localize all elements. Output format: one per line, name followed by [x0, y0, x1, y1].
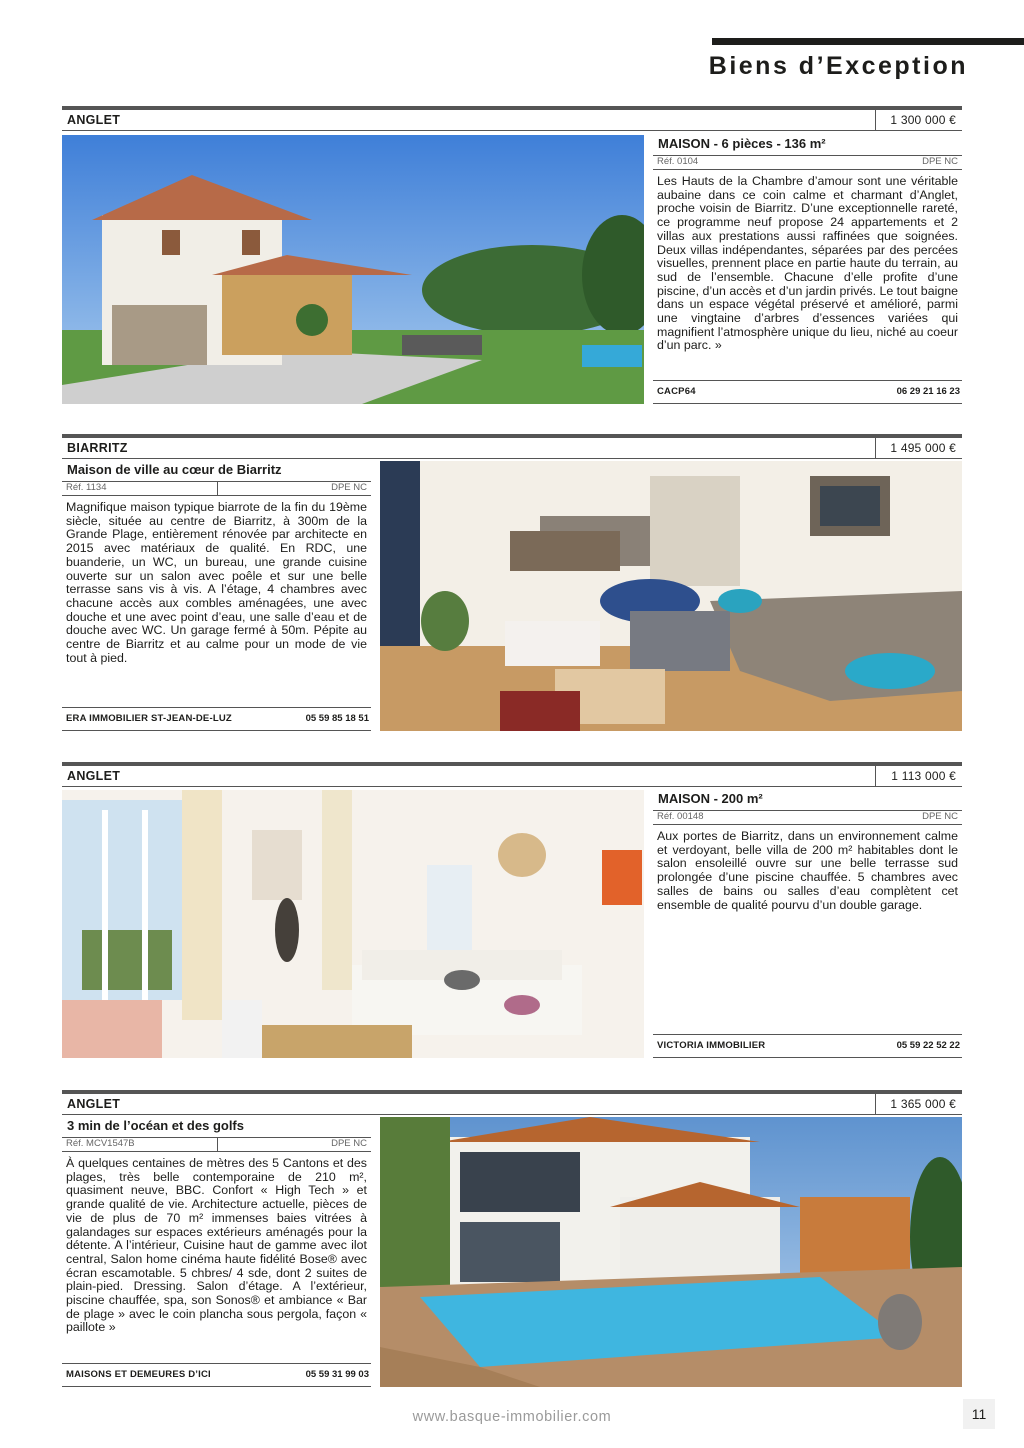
listing-city: ANGLET	[67, 113, 121, 127]
listing-card	[62, 106, 962, 406]
listing-text	[62, 461, 371, 733]
reference: Réf. MCV1547B	[66, 1138, 135, 1149]
dpe-rating: DPE NC	[331, 482, 367, 493]
listing-card	[62, 434, 962, 734]
listing-title: Maison de ville au cœur de Biarritz	[62, 461, 371, 482]
agency-name: VICTORIA IMMOBILIER	[657, 1040, 766, 1051]
agency-phone: 05 59 85 18 51	[305, 713, 369, 724]
header-rule	[712, 38, 1024, 45]
ref-row	[62, 1138, 371, 1152]
property-photo	[380, 461, 962, 731]
price-box	[875, 1094, 962, 1114]
agency-phone: 05 59 22 52 22	[896, 1040, 960, 1051]
listing-card	[62, 762, 962, 1062]
price-box	[875, 110, 962, 130]
agency-phone: 06 29 21 16 23	[896, 386, 960, 397]
reference: Réf. 0104	[657, 156, 699, 167]
reference: Réf. 1134	[66, 482, 107, 493]
dpe-rating: DPE NC	[922, 156, 958, 167]
listing-title: MAISON - 200 m²	[653, 790, 962, 811]
listing-price: 1 300 000 €	[890, 113, 956, 127]
reference: Réf. 00148	[657, 811, 704, 822]
price-box	[875, 438, 962, 458]
ref-row	[62, 482, 371, 496]
listing-price: 1 495 000 €	[890, 441, 956, 455]
listing-description: À quelques centaines de mètres des 5 Cantons et des plages, très belle contemporaine de 210 m², quasiment neuve, BBC. Confort « High Tech » et grande qualité de vie. Architecture actuelle, pièces de vie de plus de 70 m² immenses baies vitrées à galandages sur espaces extérieurs aménagés pour la détente. A l’intérieur, Cuisine haut de gamme avec ilot central, Salon home cinéma haute fidélité Bose® avec écran escamotable. 5 chbres/ 4 sde, dont 2 suites de plain-pied. Dressing. Salon d’étage. A l’extérieur, piscine chauffée, spa, son Sonos® et ambiance « Bar de plage » avec le coin plancha sous pergola, façon « paillote »	[66, 1156, 367, 1335]
agency-row	[653, 380, 962, 404]
listing-city: ANGLET	[67, 769, 121, 783]
website-url: www.basque-immobilier.com	[412, 1409, 612, 1425]
listing-title: 3 min de l’océan et des golfs	[62, 1117, 371, 1138]
property-photo	[62, 135, 644, 404]
agency-name: CACP64	[657, 386, 696, 397]
agency-row	[62, 1363, 371, 1387]
agency-row	[653, 1034, 962, 1058]
price-box	[875, 766, 962, 786]
agency-name: MAISONS ET DEMEURES D’ICI	[66, 1369, 211, 1380]
dpe-rating: DPE NC	[331, 1138, 367, 1149]
listing-text	[62, 1117, 371, 1387]
listing-title: MAISON - 6 pièces - 136 m²	[653, 135, 962, 156]
listing-header	[62, 1090, 962, 1115]
listing-city: BIARRITZ	[67, 441, 128, 455]
property-photo	[380, 1117, 962, 1387]
ref-row	[653, 811, 962, 825]
page-number: 11	[963, 1399, 995, 1429]
listing-description: Aux portes de Biarritz, dans un environnement calme et verdoyant, belle villa de 200 m² habitables dont le salon ensoleillé ouvre sur une belle terrasse sud prolongée d’une piscine chauffée. 5 chambres avec salles de bains ou salles d’eau complètent cet ensemble de qualité pourvu d’un double garage.	[657, 829, 958, 912]
listing-description: Les Hauts de la Chambre d’amour sont une véritable aubaine dans ce coin calme et charmant d’Anglet, proche voisin de Biarritz. D’une exceptionnelle rareté, ce programme neuf propose 24 appartements et 2 villas aux prestations aussi raffinées que soignées. Deux villas indépendantes, séparées par des percées visuelles, prennent place en partie haute du terrain, au sud de l’ensemble. Chacune d’elle profite d’une piscine, d’un accès et d’un jardin privés. Le tout baigne dans un espace végétal préservé et amélioré, parmi une vingtaine d’arbres d’essences variées qui magnifient l’atmosphère unique du lieu, niché au coeur d’un parc. »	[657, 174, 959, 353]
agency-phone: 05 59 31 99 03	[305, 1369, 369, 1380]
property-photo	[62, 790, 644, 1058]
agency-row	[62, 707, 371, 731]
listing-text	[653, 790, 962, 1058]
dpe-rating: DPE NC	[922, 811, 958, 822]
listing-card	[62, 1090, 962, 1390]
page-title: Biens d’Exception	[708, 52, 968, 80]
listing-city: ANGLET	[67, 1097, 121, 1111]
listing-header	[62, 434, 962, 459]
listing-header	[62, 762, 962, 787]
listing-price: 1 365 000 €	[890, 1097, 956, 1111]
listing-price: 1 113 000 €	[891, 769, 956, 783]
listing-description: Magnifique maison typique biarrote de la fin du 19ème siècle, située au centre de Biarritz, à 300m de la Grande Plage, entièrement rénovée par architecte en 2015 avec matériaux de qualité. En RDC, une buanderie, un WC, un bureau, une grande cuisine ouverte sur un salon avec poêle et sur une belle terrasse sans vis à vis. A l’étage, 4 chambres avec chacune accès aux combles aménagées, une avec douche et une avec point d’eau, une salle d’eau et de douche avec WC. Un garage fermé à 50m. Pépite au centre de Biarritz et au calme pour un mode de vie tout à pied.	[66, 500, 367, 665]
listing-header	[62, 106, 962, 131]
agency-name: ERA IMMOBILIER ST-JEAN-DE-LUZ	[66, 713, 232, 724]
listing-text	[653, 135, 962, 404]
ref-row	[653, 156, 962, 170]
